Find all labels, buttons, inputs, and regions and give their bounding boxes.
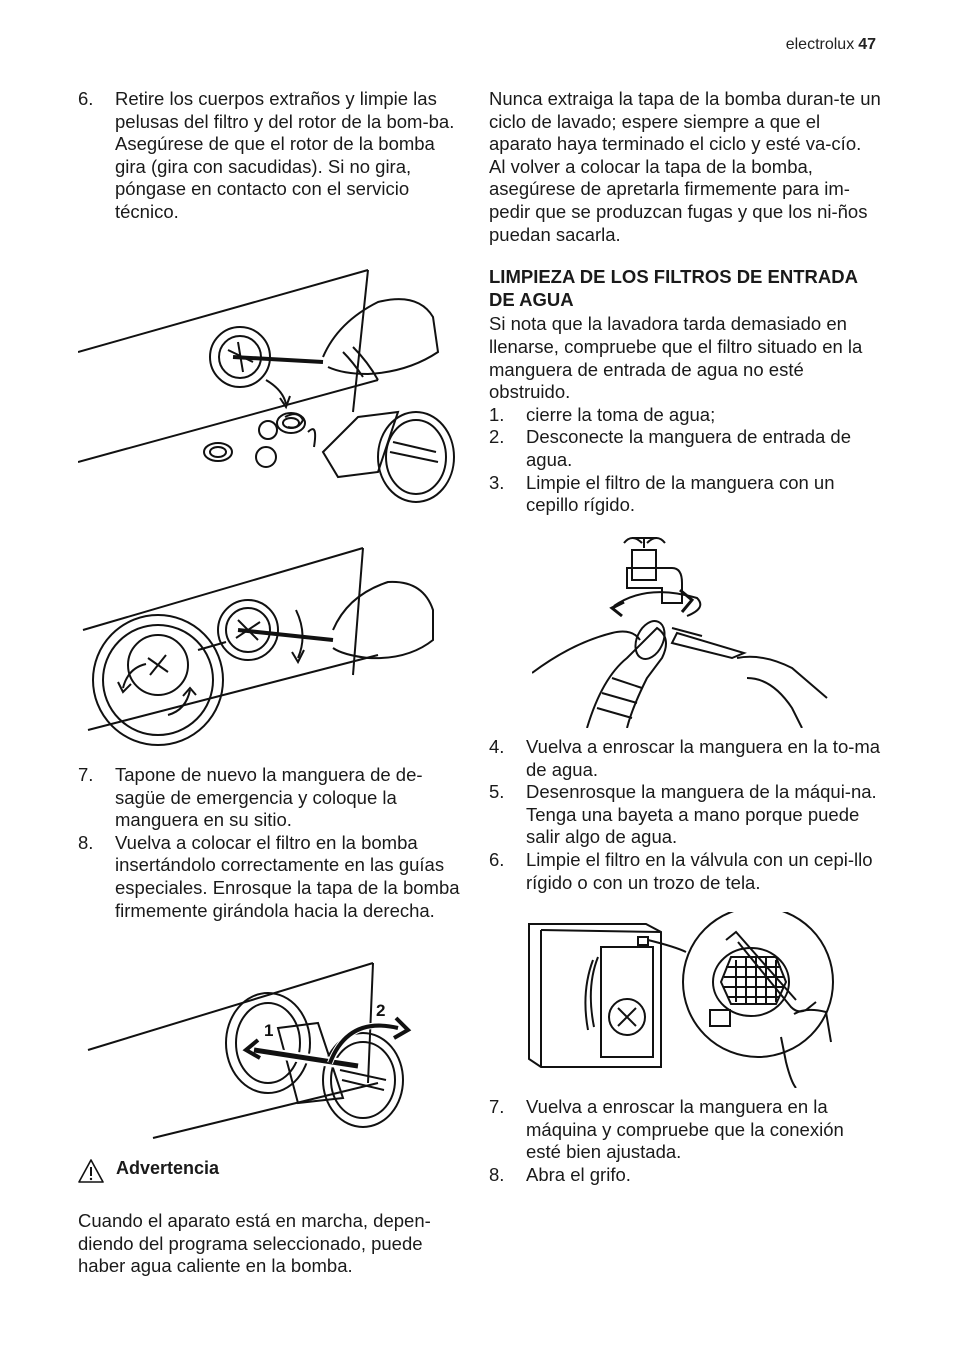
right-column-top xyxy=(489,88,881,517)
figure-tap-hose-brush xyxy=(532,528,832,728)
item-number: 6. xyxy=(78,88,94,109)
section-intro: Si nota que la lavadora tarda demasiado en llenarse, compruebe que el filtro situado en la manguera de entrada de agua no esté obstruido. xyxy=(489,313,863,403)
item-number: 5. xyxy=(489,781,505,803)
figure-pump-debris xyxy=(78,262,468,512)
step-text: cierre la toma de agua; xyxy=(526,403,716,425)
warning-triangle-icon xyxy=(78,1158,104,1184)
item-number: 3. xyxy=(489,471,505,493)
item-number: 7. xyxy=(78,764,94,785)
list-item xyxy=(489,736,881,781)
list-item xyxy=(489,1096,881,1164)
page-header xyxy=(786,36,876,54)
warning-title: Advertencia xyxy=(116,1158,220,1178)
list-item xyxy=(489,426,881,471)
step-text: Limpie el filtro de la manguera con un cepillo rígido. xyxy=(526,471,835,516)
left-steps-7-8 xyxy=(78,764,464,922)
list-item xyxy=(489,1164,881,1187)
warning-text: Cuando el aparato está en marcha, depen-diendo del programa seleccionado, puede haber agua caliente en la bomba. xyxy=(78,1210,431,1277)
step-text: Vuelva a colocar el filtro en la bomba insertándolo correctamente en las guías especiales. Enrosque la tapa de la bomba firmemente girándola hacia la derecha. xyxy=(115,831,460,921)
list-item xyxy=(489,472,881,517)
list-item xyxy=(489,404,881,427)
figure-machine-valve-filter xyxy=(526,912,842,1088)
step-text: Limpie el filtro en la válvula con un cepi-llo rígido o con un trozo de tela. xyxy=(526,848,873,893)
intro-paragraph: Nunca extraiga la tapa de la bomba duran-te un ciclo de lavado; espere siempre a que el aparato haya terminado el ciclo y esté va-cío. Al volver a colocar la tapa de la bomba, asegúrese de apretarla firmemente para im-pedir que se produzcan fugas y que los ni-ños puedan sacarla. xyxy=(489,88,881,245)
item-number: 8. xyxy=(489,1163,505,1185)
right-steps-4-6 xyxy=(489,736,881,894)
left-step-6 xyxy=(78,88,464,224)
figure-label-2: 2 xyxy=(376,1001,386,1020)
step-text: Vuelva a enroscar la manguera en la to-ma de agua. xyxy=(526,736,881,780)
page-number: 47 xyxy=(858,36,876,53)
figure-filter-insert xyxy=(78,958,438,1140)
figure-label-1: 1 xyxy=(264,1021,274,1040)
list-item xyxy=(489,849,881,894)
warning-heading xyxy=(78,1158,219,1184)
step-text: Desconecte la manguera de entrada de agua. xyxy=(526,426,851,470)
brand-name: electrolux xyxy=(785,36,855,53)
right-steps-7-8 xyxy=(489,1096,881,1186)
list-item xyxy=(78,832,464,922)
item-number: 8. xyxy=(78,831,94,853)
list-item xyxy=(78,88,464,224)
item-number: 6. xyxy=(489,848,505,870)
section-title: LIMPIEZA DE LOS FILTROS DE ENTRADA DE AGUA xyxy=(489,266,858,310)
list-item xyxy=(489,781,881,849)
step-text: Abra el grifo. xyxy=(526,1163,631,1185)
step-text: Desenrosque la manguera de la máqui-na. Tenga una bayeta a mano porque puede salir algo de agua. xyxy=(526,781,877,848)
step-text: Vuelva a enroscar la manguera en la máquina y compruebe que la conexión esté bien ajustada. xyxy=(526,1096,844,1163)
figure-pump-rotor xyxy=(78,540,468,755)
step-text: Asegúrese de que el rotor de la bomba gira (gira con sacudidas). Si no gira, póngase en contacto con el servicio técnico. xyxy=(115,133,435,222)
item-number: 7. xyxy=(489,1096,505,1117)
item-number: 1. xyxy=(489,403,505,425)
step-text: Tapone de nuevo la manguera de de-sagüe de emergencia y coloque la manguera en su sitio. xyxy=(115,764,423,831)
item-number: 2. xyxy=(489,426,505,448)
item-number: 4. xyxy=(489,736,505,757)
step-text: Retire los cuerpos extraños y limpie las pelusas del filtro y del rotor de la bom-ba. xyxy=(115,88,455,132)
list-item xyxy=(78,764,464,832)
